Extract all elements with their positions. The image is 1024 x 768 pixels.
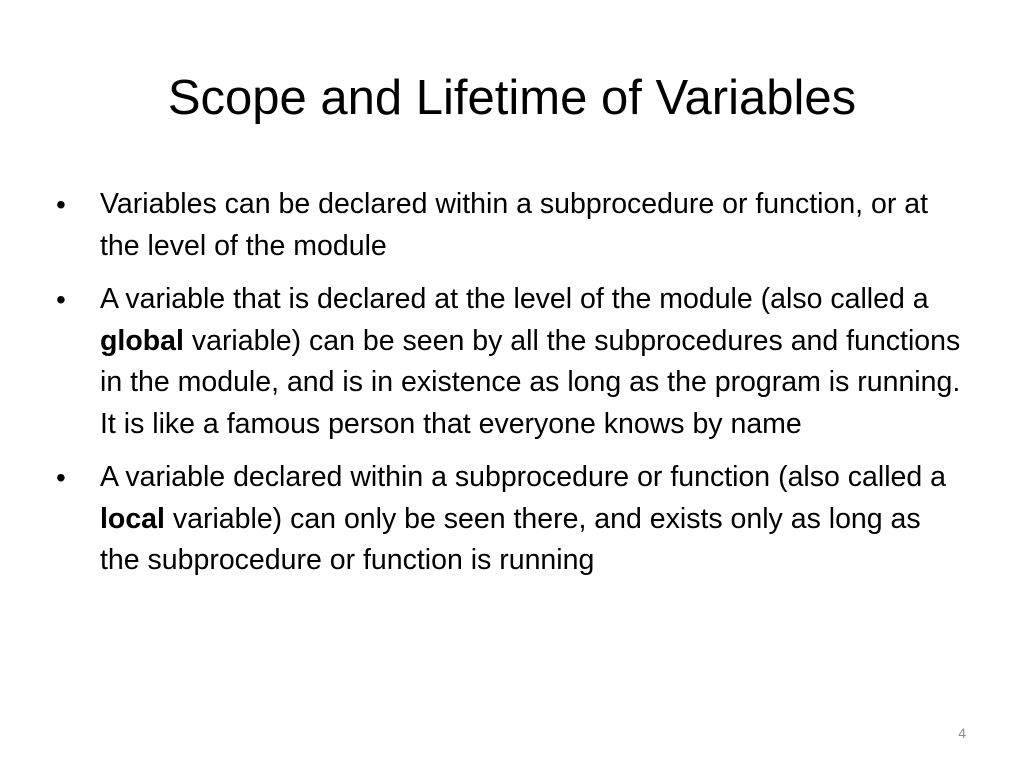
bullet-marker-icon: •: [56, 284, 66, 315]
bullet-text-part: A variable that is declared at the level of the module (also called a: [100, 283, 929, 315]
bullet-item-2: [56, 279, 966, 445]
bold-term-local: local: [100, 502, 165, 535]
bullet-text-part: variable) can only be seen there, and exists only as long as the subprocedure or function is running: [100, 502, 921, 576]
bullet-list: [56, 184, 966, 594]
bullet-item-3: [56, 457, 966, 582]
bullet-text-part: Variables can be declared within a subprocedure or function, or at the level of the module: [100, 188, 929, 262]
slide-title: Scope and Lifetime of Variables: [167, 71, 857, 125]
bullet-text: [100, 461, 946, 576]
bullet-marker-icon: •: [56, 462, 66, 493]
bullet-text-part: A variable declared within a subprocedure or function (also called a: [100, 461, 946, 493]
bullet-text-part: variable) can be seen by all the subprocedures and functions in the module, and is in existence as long as the program is running. It is like a famous person that everyone knows by name: [100, 324, 961, 440]
bullet-text: [100, 188, 928, 262]
bullet-item-1: [56, 184, 966, 267]
page-number: 4: [958, 725, 966, 741]
bullet-marker-icon: •: [56, 189, 66, 220]
bullet-text: [100, 283, 960, 440]
bold-term-global: global: [100, 324, 184, 357]
